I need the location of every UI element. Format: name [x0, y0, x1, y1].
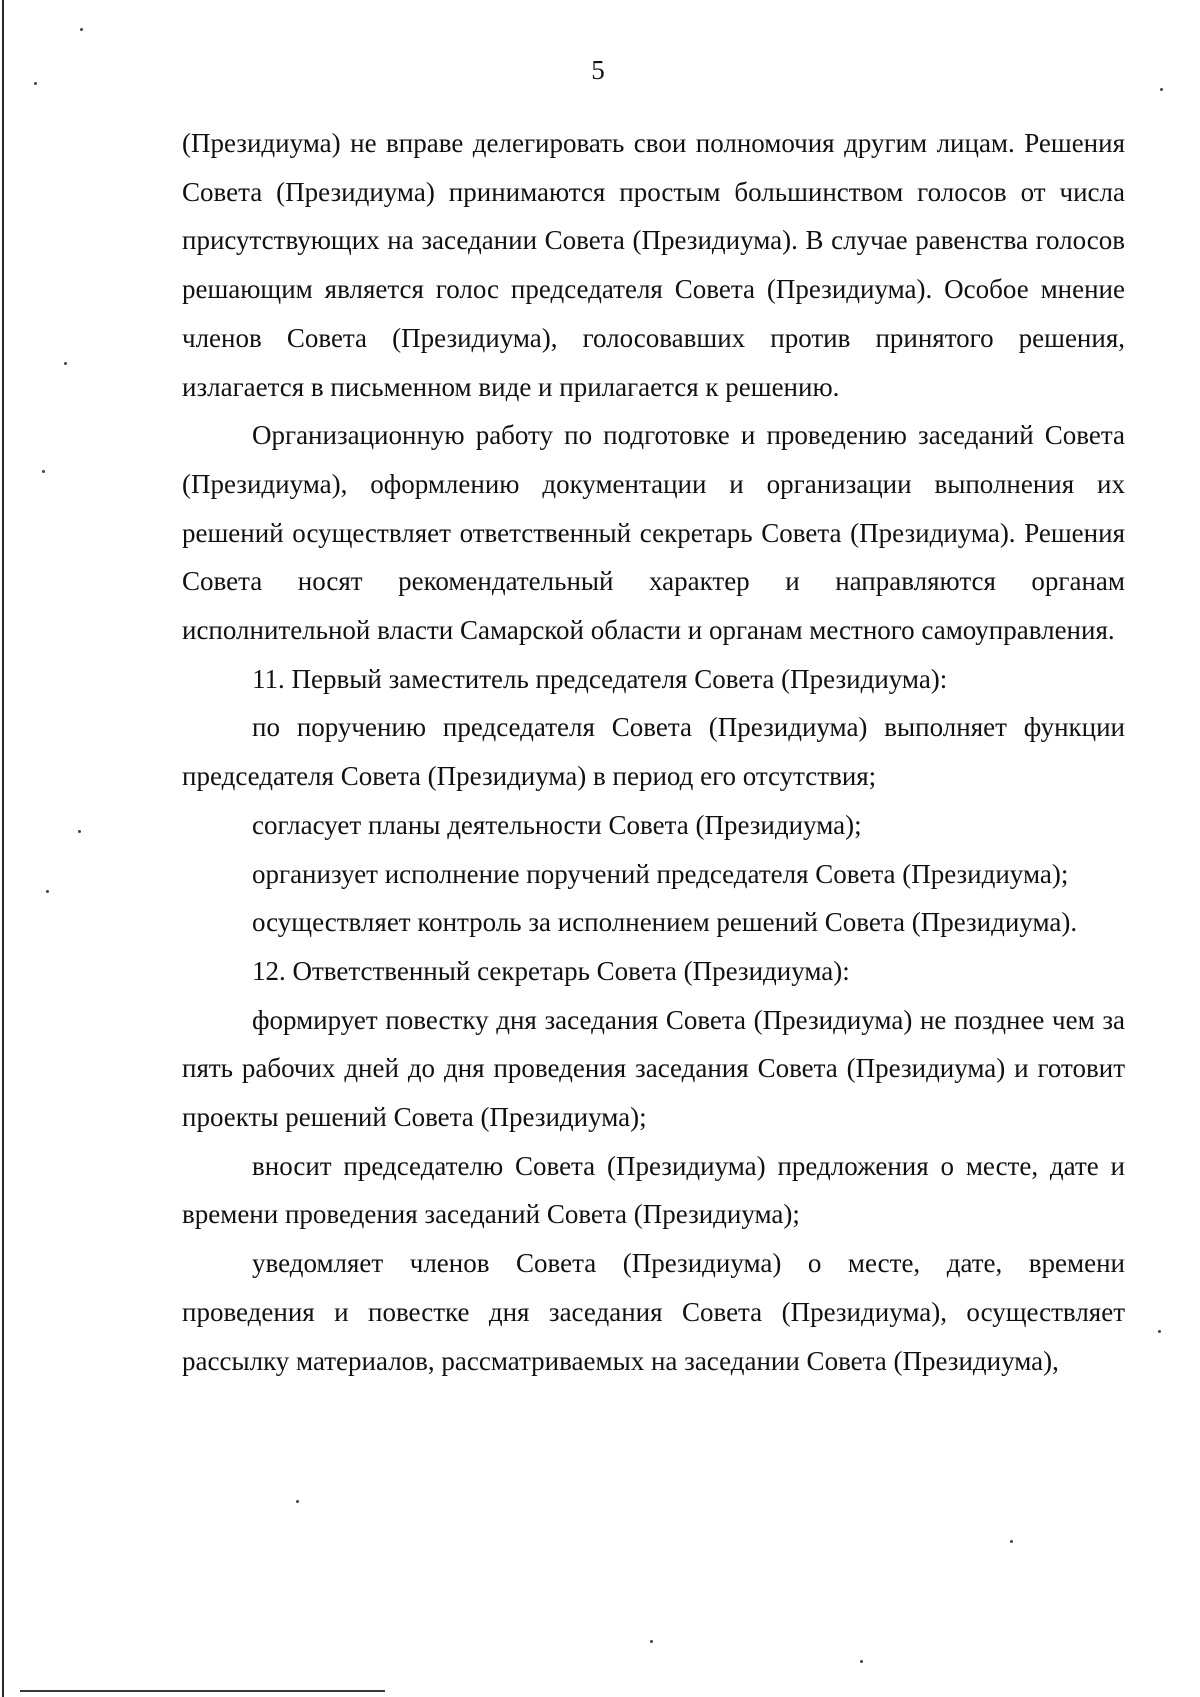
section-12-item-3: уведомляет членов Совета (Президиума) о месте, дате, времени проведения и повестке дня заседания Совета (Президиума), осуществляет рассылку материалов, рассматриваемых на заседании Совета (Президиума),: [182, 1248, 1125, 1376]
paragraph-council-decisions: (Президиума) не вправе делегировать свои полномочия другим лицам. Решения Совета (Президиума) принимаются простым большинством голосов от числа присутствующих на заседании Совета (Президиума). В случае равенства голосов решающим является голос председателя Совета (Президиума). Особое мнение членов Совета (Президиума), голосовавших против принятого решения, излагается в письменном виде и прилагается к решению.: [182, 128, 1125, 402]
section-12-item-1: формирует повестку дня заседания Совета (Президиума) не позднее чем за пять рабочих дней до дня проведения заседания Совета (Президиума) и готовит проекты решений Совета (Президиума);: [182, 1004, 1125, 1133]
section-12-heading: 12. Ответственный секретарь Совета (Президиума):: [252, 955, 850, 986]
scan-speck: [64, 362, 67, 365]
section-11-item-4: осуществляет контроль за исполнением решений Совета (Президиума).: [252, 907, 1078, 938]
document-body: [182, 119, 1125, 1385]
scan-speck: [78, 830, 81, 833]
section-11-item-1: по поручению председателя Совета (Президиума) выполняет функции председателя Совета (Президиума) в период его отсутствия;: [182, 712, 1125, 792]
section-11-item-3: организует исполнение поручений председателя Совета (Президиума);: [252, 858, 1069, 889]
bottom-edge-line: [20, 1690, 385, 1692]
scan-speck: [42, 470, 45, 473]
scan-speck: [46, 890, 49, 893]
page-left-edge: [2, 0, 4, 1697]
section-11-heading: 11. Первый заместитель председателя Совета (Президиума):: [252, 663, 948, 694]
scan-speck: [860, 1660, 863, 1663]
section-11-item-2: согласует планы деятельности Совета (Президиума);: [252, 809, 862, 840]
paragraph-organizational-work: Организационную работу по подготовке и проведению заседаний Совета (Президиума), оформлению документации и организации выполнения их решений осуществляет ответственный секретарь Совета (Президиума). Решения Совета носят рекомендательный характер и направляются органам исполнительной власти Самарской области и органам местного самоуправления.: [182, 420, 1125, 646]
page-number: 5: [591, 55, 605, 85]
scan-speck: [650, 1640, 653, 1643]
scan-speck: [1010, 1540, 1013, 1543]
scan-speck: [80, 28, 83, 31]
scan-speck: [34, 82, 37, 85]
scan-speck: [1160, 88, 1163, 91]
scan-speck: [1158, 1330, 1161, 1333]
section-12-item-2: вносит председателю Совета (Президиума) предложения о месте, дате и времени проведения заседаний Совета (Президиума);: [182, 1150, 1125, 1230]
scan-speck: [296, 1500, 299, 1503]
